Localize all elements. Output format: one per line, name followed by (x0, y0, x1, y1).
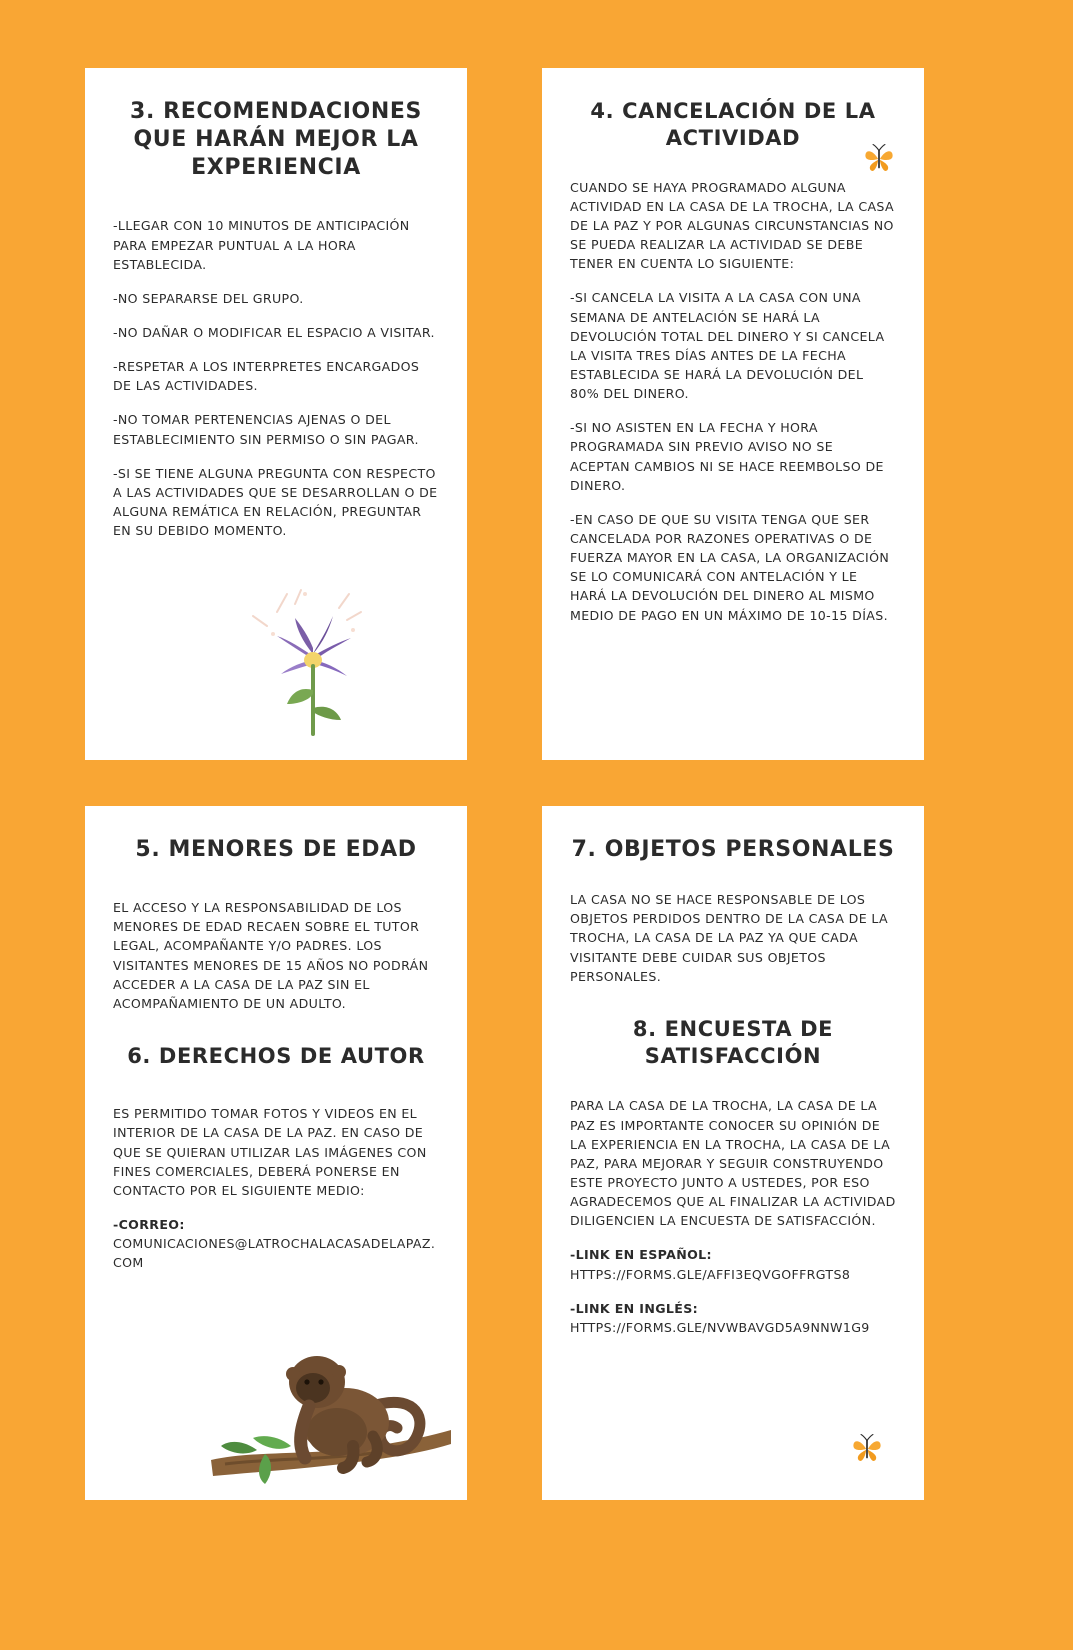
card-derechos-title: 6. DERECHOS DE AUTOR (127, 1044, 425, 1068)
survey-link-en-url: HTTPS://FORMS.GLE/NVWBAVGD5A9NNW1G9 (570, 1319, 870, 1335)
butterfly-icon (850, 1432, 884, 1466)
card-cancelacion-content (542, 68, 924, 760)
card-recomendaciones-paragraph-2: -NO SEPARARSE DEL GRUPO. (113, 290, 304, 306)
card-recomendaciones-paragraph-3: -NO DAÑAR O MODIFICAR EL ESPACIO A VISITAR. (113, 325, 435, 341)
survey-link-es-label: -LINK EN ESPAÑOL: (570, 1247, 712, 1263)
card-menores-title: 5. MENORES DE EDAD (135, 837, 417, 862)
card-cancelacion-paragraph-2: -SI CANCELA LA VISITA A LA CASA CON UNA SEMANA DE ANTELACIÓN SE HARÁ LA DEVOLUCIÓN TOTAL DEL DINERO Y SI CANCELA LA VISITA TRES DÍAS ANTES DE LA FECHA ESTABLECIDA SE HARÁ LA DEVOLUCIÓN DEL 80% DEL DINERO. (570, 290, 885, 402)
butterfly-icon (862, 142, 896, 176)
card-menores-derechos (85, 806, 467, 1500)
card-recomendaciones-title: 3. RECOMENDACIONES QUE HARÁN MEJOR LA EXPERIENCIA (130, 99, 422, 181)
card-menores-paragraph-1: EL ACCESO Y LA RESPONSABILIDAD DE LOS MENORES DE EDAD RECAEN SOBRE EL TUTOR LEGAL, ACOMPAÑANTE Y/O PADRES. LOS VISITANTES MENORES DE 15 AÑOS NO PODRÁN ACCEDER A LA CASA DE LA PAZ SIN EL ACOMPAÑAMIENTO DE UN ADULTO. (113, 900, 429, 1011)
survey-link-en-label: -LINK EN INGLÉS: (570, 1300, 699, 1316)
survey-link-es[interactable] (570, 1245, 896, 1283)
card-recomendaciones-paragraph-4: -RESPETAR A LOS INTERPRETES ENCARGADOS DE LAS ACTIVIDADES. (113, 359, 420, 394)
card-encuesta-paragraph-1: PARA LA CASA DE LA TROCHA, LA CASA DE LA PAZ ES IMPORTANTE CONOCER SU OPINIÓN DE LA EXPERIENCIA EN LA TROCHA, LA CASA DE LA PAZ, PARA MEJORAR Y SEGUIR CONSTRUYENDO ESTE PROYECTO JUNTO A USTEDES, POR ESO AGRADECEMOS QUE AL FINALIZAR LA ACTIVIDAD DILIGENCIEN LA ENCUESTA DE SATISFACCIÓN. (570, 1098, 896, 1229)
monkey-icon (205, 1310, 455, 1490)
card-cancelacion-title: 4. CANCELACIÓN DE LA ACTIVIDAD (590, 99, 876, 150)
card-encuesta-title: 8. ENCUESTA DE SATISFACCIÓN (632, 1016, 834, 1069)
card-derechos-contact (113, 1215, 439, 1272)
card-recomendaciones-paragraph-1: -LLEGAR CON 10 MINUTOS DE ANTICIPACIÓN PARA EMPEZAR PUNTUAL A LA HORA ESTABLECIDA. (113, 218, 410, 272)
card-cancelacion (542, 68, 924, 760)
card-objetos-encuesta (542, 806, 924, 1500)
card-recomendaciones-paragraph-5: -NO TOMAR PERTENENCIAS AJENAS O DEL ESTABLECIMIENTO SIN PERMISO O SIN PAGAR. (113, 412, 419, 447)
card-recomendaciones-content (85, 68, 467, 760)
card-cancelacion-paragraph-1: CUANDO SE HAYA PROGRAMADO ALGUNA ACTIVIDAD EN LA CASA DE LA TROCHA, LA CASA DE LA PAZ Y POR ALGUNAS CIRCUNSTANCIAS NO SE PUEDA REALIZAR LA ACTIVIDAD SE DEBE TENER EN CUENTA LO SIGUIENTE: (570, 179, 894, 272)
contact-value: COMUNICACIONES@LATROCHALACASADELAPAZ.COM (113, 1236, 436, 1271)
card-objetos-paragraph-1: LA CASA NO SE HACE RESPONSABLE DE LOS OBJETOS PERDIDOS DENTRO DE LA CASA DE LA TROCHA, LA CASA DE LA PAZ YA QUE CADA VISITANTE DEBE CUIDAR SUS OBJETOS PERSONALES. (570, 892, 888, 984)
card-cancelacion-paragraph-4: -EN CASO DE QUE SU VISITA TENGA QUE SER CANCELADA POR RAZONES OPERATIVAS O DE FUERZA MAYOR EN LA CASA, LA ORGANIZACIÓN SE LO COMUNICARÁ CON ANTELACIÓN Y LE HARÁ LA DEVOLUCIÓN DEL DINERO AL MISMO MEDIO DE PAGO EN UN MÁXIMO DE 10-15 DÍAS. (570, 511, 890, 623)
card-menores-derechos-content (85, 806, 467, 1500)
contact-label: -CORREO: (113, 1217, 185, 1232)
card-recomendaciones (85, 68, 467, 760)
survey-link-es-url: HTTPS://FORMS.GLE/AFFI3EQVGOFFRGTS8 (570, 1266, 851, 1282)
card-recomendaciones-paragraph-6: -SI SE TIENE ALGUNA PREGUNTA CON RESPECTO A LAS ACTIVIDADES QUE SE DESARROLLAN O DE ALGUNA REMÁTICA EN RELACIÓN, PREGUNTAR EN SU DEBIDO MOMENTO. (113, 465, 438, 539)
card-cancelacion-paragraph-3: -SI NO ASISTEN EN LA FECHA Y HORA PROGRAMADA SIN PREVIO AVISO NO SE ACEPTAN CAMBIOS NI SE HACE REEMBOLSO DE DINERO. (570, 420, 884, 493)
card-derechos-paragraph-1: ES PERMITIDO TOMAR FOTOS Y VIDEOS EN EL INTERIOR DE LA CASA DE LA PAZ. EN CASO DE QUE SE QUIERAN UTILIZAR LAS IMÁGENES CON FINES COMERCIALES, DEBERÁ PONERSE EN CONTACTO POR EL SIGUIENTE MEDIO: (113, 1106, 427, 1198)
survey-link-en[interactable] (570, 1299, 896, 1337)
card-objetos-title: 7. OBJETOS PERSONALES (571, 837, 895, 862)
purple-flower-icon (243, 582, 383, 742)
card-objetos-encuesta-content (542, 806, 924, 1500)
